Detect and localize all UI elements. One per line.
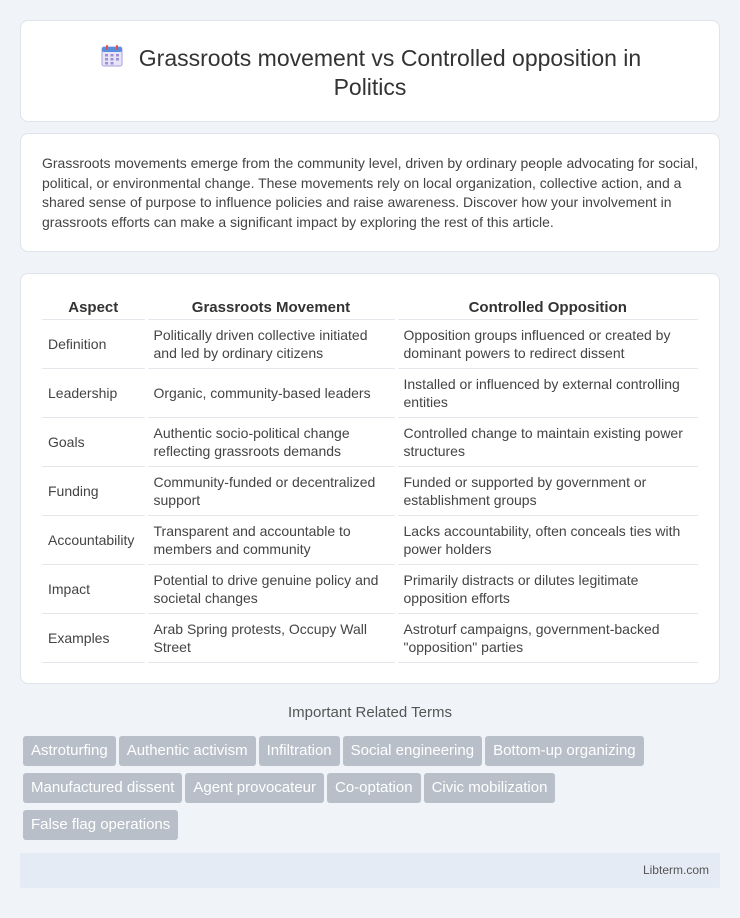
tag-false-flag-operations[interactable]: False flag operations (23, 810, 178, 840)
header-grassroots: Grassroots Movement (146, 296, 396, 319)
header-controlled: Controlled Opposition (396, 296, 698, 319)
footer (20, 853, 720, 888)
tag-infiltration[interactable]: Infiltration (259, 736, 340, 766)
related-terms-list (23, 736, 713, 847)
header-aspect: Aspect (42, 296, 146, 319)
table-row (42, 515, 698, 564)
cell-grassroots: Community-funded or decentralized support (146, 466, 396, 515)
cell-grassroots: Politically driven collective initiated and led by ordinary citizens (146, 319, 396, 368)
intro-paragraph: Grassroots movements emerge from the community level, driven by ordinary people advocating for social, political, or environmental change. These movements rely on local organization, collective action, and a shared sense of purpose to influence policies and raise awareness. Discover how your involvement in grassroots efforts can make a significant impact by exploring the rest of this article. (42, 155, 698, 230)
cell-aspect: Goals (42, 417, 146, 466)
tag-astroturfing[interactable]: Astroturfing (23, 736, 116, 766)
cell-grassroots: Arab Spring protests, Occupy Wall Street (146, 613, 396, 662)
table-header-row (42, 296, 698, 319)
tag-co-optation[interactable]: Co-optation (327, 773, 421, 803)
tag-agent-provocateur[interactable]: Agent provocateur (185, 773, 324, 803)
cell-grassroots: Transparent and accountable to members and community (146, 515, 396, 564)
cell-aspect: Funding (42, 466, 146, 515)
tag-authentic-activism[interactable]: Authentic activism (119, 736, 256, 766)
table-row (42, 417, 698, 466)
cell-aspect: Definition (42, 319, 146, 368)
cell-aspect: Leadership (42, 368, 146, 417)
table-row (42, 466, 698, 515)
cell-controlled: Primarily distracts or dilutes legitimate opposition efforts (396, 564, 698, 613)
comparison-card (20, 273, 720, 684)
tag-bottom-up-organizing[interactable]: Bottom-up organizing (485, 736, 644, 766)
cell-aspect: Accountability (42, 515, 146, 564)
tag-manufactured-dissent[interactable]: Manufactured dissent (23, 773, 182, 803)
table-row (42, 613, 698, 662)
tag-civic-mobilization[interactable]: Civic mobilization (424, 773, 556, 803)
footer-site-link[interactable]: Libterm.com (642, 863, 709, 877)
cell-controlled: Installed or influenced by external controlling entities (396, 368, 698, 417)
table-row (42, 319, 698, 368)
cell-controlled: Astroturf campaigns, government-backed "opposition" parties (396, 613, 698, 662)
cell-aspect: Examples (42, 613, 146, 662)
intro-card (20, 133, 720, 252)
tag-social-engineering[interactable]: Social engineering (343, 736, 482, 766)
cell-controlled: Lacks accountability, often conceals ties with power holders (396, 515, 698, 564)
table-row (42, 368, 698, 417)
table-row (42, 564, 698, 613)
cell-controlled: Controlled change to maintain existing power structures (396, 417, 698, 466)
comparison-table (42, 296, 698, 663)
related-terms-heading: Important Related Terms (288, 704, 452, 721)
page-title (61, 43, 679, 102)
cell-controlled: Opposition groups influenced or created by dominant powers to redirect dissent (396, 319, 698, 368)
cell-grassroots: Potential to drive genuine policy and societal changes (146, 564, 396, 613)
title-card (20, 20, 720, 122)
cell-grassroots: Organic, community-based leaders (146, 368, 396, 417)
cell-aspect: Impact (42, 564, 146, 613)
cell-grassroots: Authentic socio-political change reflecting grassroots demands (146, 417, 396, 466)
cell-controlled: Funded or supported by government or establishment groups (396, 466, 698, 515)
calendar-icon (99, 43, 125, 69)
page-title-text: Grassroots movement vs Controlled opposition in Politics (138, 45, 642, 100)
